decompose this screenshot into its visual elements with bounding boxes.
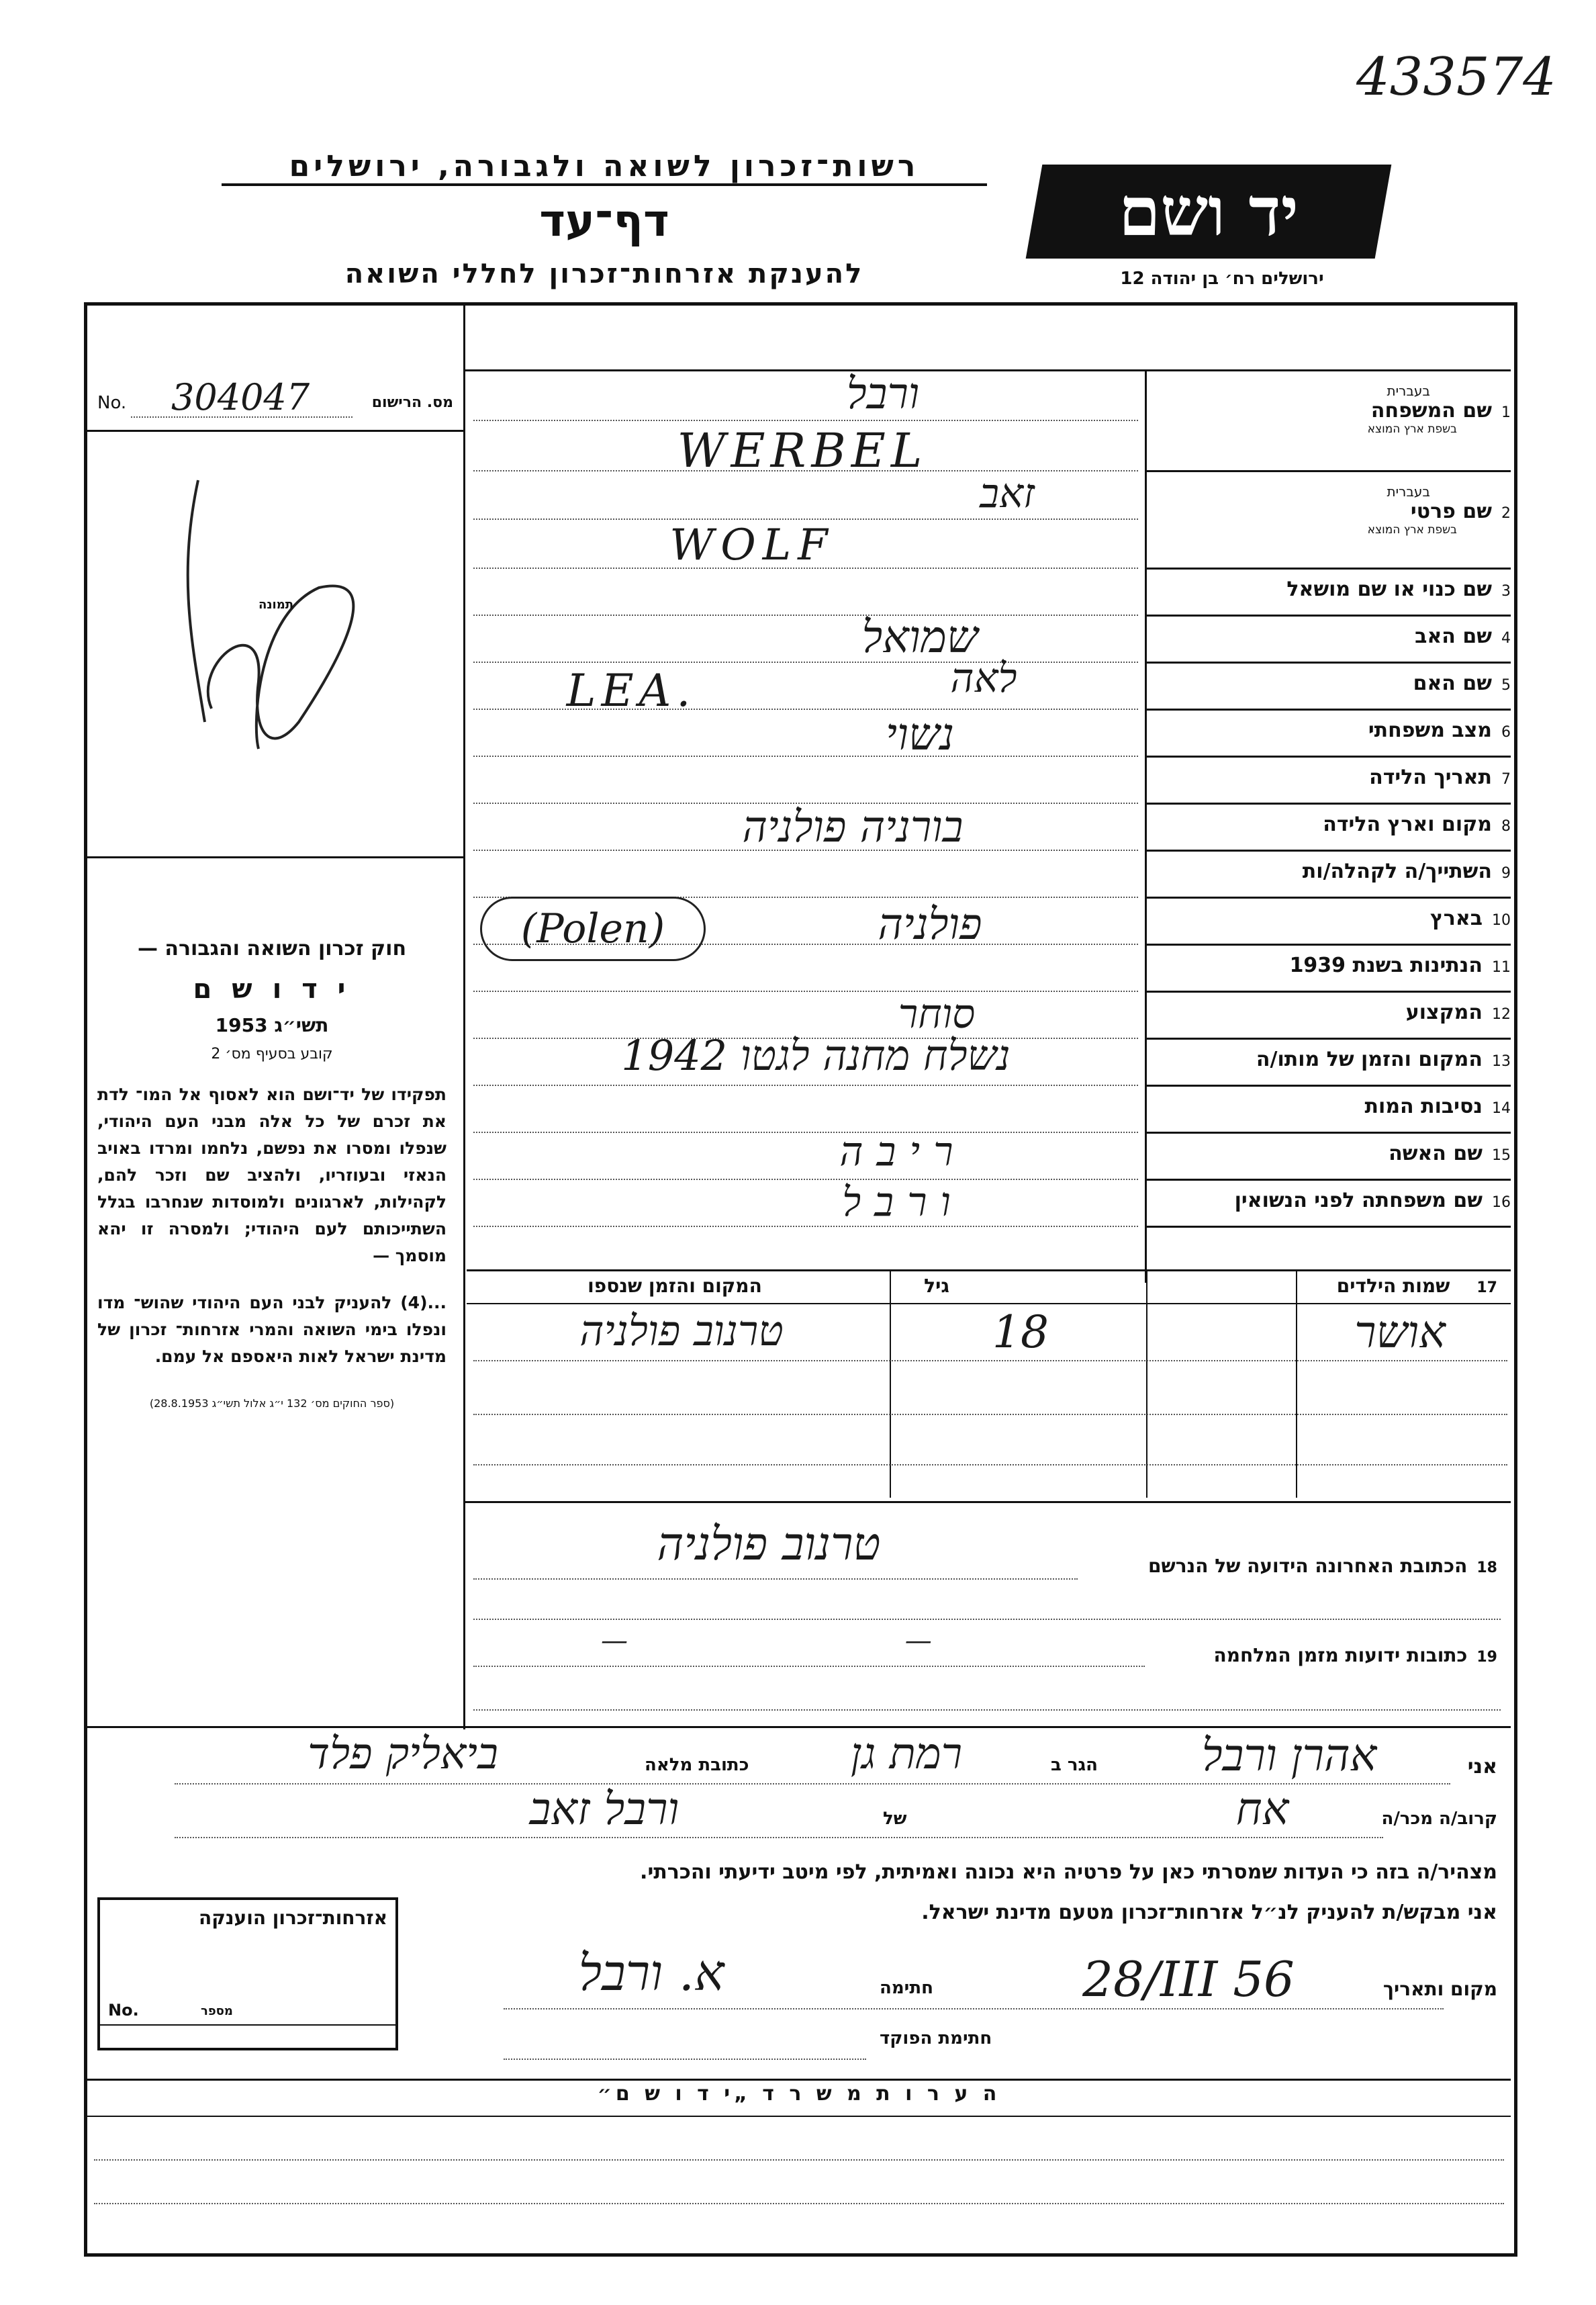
decl-address-value: ביאליק פלד xyxy=(308,1729,498,1779)
field-12-value: סוחר xyxy=(898,991,976,1038)
field-16-label xyxy=(1215,1189,1511,1212)
children-num: 17 xyxy=(1476,1279,1497,1296)
decl-resides-label: הגר ב xyxy=(1051,1755,1098,1775)
decl-of-value: ורבל זאב xyxy=(529,1783,679,1835)
field-11-label xyxy=(1215,954,1511,977)
no-label: No. xyxy=(97,393,127,413)
decl-signature-label: חתימה xyxy=(880,1978,933,1998)
field-13-name: המקום והזמן של מותו/ה xyxy=(1256,1048,1483,1071)
field-18 xyxy=(467,1504,1511,1625)
photo-area xyxy=(97,440,453,843)
law-title: חוק זכרון השואה והגבורה — xyxy=(137,937,407,960)
decl-relative-value: אח xyxy=(1235,1783,1289,1835)
field-19-label xyxy=(1213,1644,1497,1666)
child-name: אושר xyxy=(1354,1306,1446,1358)
children-table xyxy=(467,1269,1511,1504)
field-10-num: 10 xyxy=(1492,912,1511,929)
field-12-label xyxy=(1215,1001,1511,1024)
field-2-sub-origin: בשפת ארץ המוצא xyxy=(1367,523,1457,537)
field-2-sub-he: בעברית xyxy=(1387,484,1430,500)
law-text-2: ...(4) להעניק לבני העם היהודי שהוש־ מדו ונפלו בימי השואה והמרי אזרחות־ זכרון של מדינת ישראל לאות היאספם אל עמם. xyxy=(97,1293,447,1366)
decl-address-label: כתובת מלאה xyxy=(645,1755,749,1775)
field-2-value-origin: WOLF xyxy=(669,521,835,570)
decl-i-label: אני xyxy=(1467,1755,1497,1778)
field-7-label xyxy=(1215,766,1511,789)
photo-label: תמונה xyxy=(259,598,294,612)
declaration xyxy=(87,1729,1511,2079)
field-16-value: ורבל xyxy=(842,1179,964,1226)
registration-number: 304047 xyxy=(171,376,310,418)
decl-request: אני מבקש/ת להעניק לנ״ל אזרחות־זכרון מטעם מדינת ישראל. xyxy=(921,1901,1497,1924)
field-19-value: — — xyxy=(601,1625,1066,1656)
field-10-value-origin: (Polen) xyxy=(480,897,706,961)
field-5-value-origin: LEA. xyxy=(566,665,696,717)
field-14-label xyxy=(1215,1095,1511,1118)
field-5-value: לאה xyxy=(950,655,1017,702)
field-14-num: 14 xyxy=(1492,1100,1511,1117)
child-place: טרנוב פולניה xyxy=(579,1306,784,1355)
certificate-number-label: מספר xyxy=(201,2004,233,2018)
field-18-name: הכתובת האחרונה הידועה של הנרשם xyxy=(1147,1555,1468,1577)
field-9-label xyxy=(1215,860,1511,883)
field-4-value: שמואל xyxy=(861,611,978,663)
field-1-sub-origin: בשפת ארץ המוצא xyxy=(1367,422,1457,436)
field-11-num: 11 xyxy=(1492,959,1511,976)
field-19-num: 19 xyxy=(1476,1649,1497,1666)
decl-resides-value: רמת גן xyxy=(850,1729,963,1779)
children-name: שמות הילדים xyxy=(1336,1275,1450,1297)
field-3-num: 3 xyxy=(1501,583,1511,600)
field-5-num: 5 xyxy=(1501,677,1511,694)
decl-place-date-value: 28/III 56 xyxy=(1082,1951,1295,2007)
field-16-name: שם משפחתה לפני הנשואין xyxy=(1234,1189,1483,1212)
field-6-num: 6 xyxy=(1501,724,1511,741)
logo-text: יד ושם xyxy=(1119,172,1299,251)
field-1-value-origin: WERBEL xyxy=(677,423,928,478)
field-18-value: טרנוב פולניה xyxy=(657,1518,881,1571)
field-7-name: תאריך הלידה xyxy=(1369,766,1492,789)
field-4-num: 4 xyxy=(1501,630,1511,647)
field-8-value: בורניה פולניה xyxy=(742,803,964,852)
field-3-name: שם כנוי או שם מושאל xyxy=(1286,578,1492,601)
field-10-value: פולניה xyxy=(878,900,982,950)
form-subtitle: להענקת אזרחות־זכרון לחללי השואה xyxy=(344,259,864,289)
field-6-name: מצב משפחתי xyxy=(1368,719,1492,742)
field-4-label xyxy=(1215,625,1511,648)
field-2-value-he: זאב xyxy=(980,470,1035,517)
field-7-num: 7 xyxy=(1501,771,1511,788)
field-6-label xyxy=(1215,719,1511,742)
field-18-label xyxy=(1148,1555,1497,1577)
children-age-label: גיל xyxy=(924,1275,949,1297)
field-15-label xyxy=(1215,1142,1511,1165)
field-8-num: 8 xyxy=(1501,818,1511,835)
law-clause: קובע בסעיף מס׳ 2 xyxy=(211,1046,333,1063)
field-12-name: המקצוע xyxy=(1405,1001,1483,1024)
field-13-label xyxy=(1215,1048,1511,1071)
decl-signature-value: א. ורבל xyxy=(578,1944,724,2002)
field-8-label xyxy=(1215,813,1511,836)
archive-number: 433574 xyxy=(1356,47,1556,107)
photo-scribble xyxy=(97,440,453,843)
field-1-value-he: ורבל xyxy=(846,369,920,419)
field-10-name: בארץ xyxy=(1429,907,1483,930)
decl-i-value: אהרן ורבל xyxy=(1201,1729,1377,1781)
decl-officer-label: חתימת הפוקד xyxy=(880,2028,992,2048)
field-11-name: הנתינות בשנת 1939 xyxy=(1289,954,1483,977)
field-5-name: שם האם xyxy=(1413,672,1492,695)
law-box xyxy=(97,937,447,1410)
law-source: (ספר החוקים מס׳ 132 י״ג אלול תשי״ג 28.8.1953) xyxy=(149,1397,395,1410)
address: ירושלים רח׳ בן יהודה 12 xyxy=(1120,269,1324,289)
field-14-name: נסיבות המות xyxy=(1364,1095,1483,1118)
child-age: 18 xyxy=(992,1306,1049,1358)
field-1-label xyxy=(1215,383,1511,436)
authority-title: רשות־זכרון לשואה ולגבורה, ירושלים xyxy=(222,149,987,186)
law-text-1: תפקידו של יד־ושם הוא לאסוף אל המו־ לדת את זכרם של כל אלה מבני העם היהודי, שנפלו ומסרו את נפשם, נלחמו ומרדו באויב הנאזי ובעוזריו, ולהציב שם וזכר להם, לקהילות, לארגונים ולמוסדות שנחרבו בגלל השתייכותם לעם היהודי; ולמסרה זו יהא מוסמך — xyxy=(97,1085,447,1265)
children-place-label: המקום והזמן שנספו xyxy=(588,1275,762,1297)
registration-label: מס. הרישום xyxy=(371,394,453,411)
field-15-num: 15 xyxy=(1492,1147,1511,1164)
certificate-no-label: No. xyxy=(108,2001,139,2020)
field-5-label xyxy=(1215,672,1511,695)
field-16-num: 16 xyxy=(1492,1194,1511,1211)
field-10-label xyxy=(1215,907,1511,930)
field-19-name: כתובות ידועות מזמן המלחמה xyxy=(1213,1644,1468,1666)
field-2-name: שם פרטי xyxy=(1410,500,1492,523)
notes-label: ה ע ר ו ת מ ש ר ד „י ד ו ש ם״ xyxy=(597,2082,1001,2106)
law-name: י ד ו ש ם xyxy=(193,974,351,1005)
decl-relative-label: קרוב/ה מכר/ה xyxy=(1381,1809,1497,1829)
field-13-num: 13 xyxy=(1492,1053,1511,1070)
field-13-value: נשלח מחנה לגטו 1942 xyxy=(621,1031,1011,1080)
field-15-value: ריבה xyxy=(839,1128,967,1175)
certificate-box xyxy=(97,1897,398,2050)
field-1-sub-he: בעברית xyxy=(1387,383,1430,399)
decl-place-date-label: מקום ותאריך xyxy=(1382,1978,1497,2000)
field-2-label xyxy=(1215,484,1511,537)
field-9-name: השתייך/ה לקהלה/ות xyxy=(1302,860,1492,883)
children-label xyxy=(1337,1275,1497,1297)
certificate-title: אזרחות־זכרון הוענקה xyxy=(199,1907,387,1929)
field-3-label xyxy=(1215,578,1511,601)
field-12-num: 12 xyxy=(1492,1006,1511,1023)
yad-vashem-logo xyxy=(1026,165,1392,259)
decl-of-label: של xyxy=(883,1809,907,1829)
fields-area xyxy=(467,369,1511,1269)
field-1-name: שם המשפחה xyxy=(1370,399,1492,422)
field-2-num: 2 xyxy=(1501,505,1511,522)
field-4-name: שם האב xyxy=(1415,625,1492,648)
field-9-num: 9 xyxy=(1501,865,1511,882)
field-19 xyxy=(467,1625,1511,1726)
field-18-num: 18 xyxy=(1476,1560,1497,1576)
field-15-name: שם האשה xyxy=(1389,1142,1483,1165)
law-year: תשי״ג 1953 xyxy=(215,1014,329,1036)
decl-statement: מצהיר/ה בזה כי העדות שמסרתי כאן על פרטיה היא נכונה ואמיתית, לפי מיטב ידיעתי והכרתי. xyxy=(640,1860,1497,1884)
form-title: דף־עד xyxy=(539,195,669,246)
field-6-value: נשוי xyxy=(885,709,955,760)
field-8-name: מקום וארץ הלידה xyxy=(1323,813,1492,836)
field-1-num: 1 xyxy=(1501,404,1511,421)
